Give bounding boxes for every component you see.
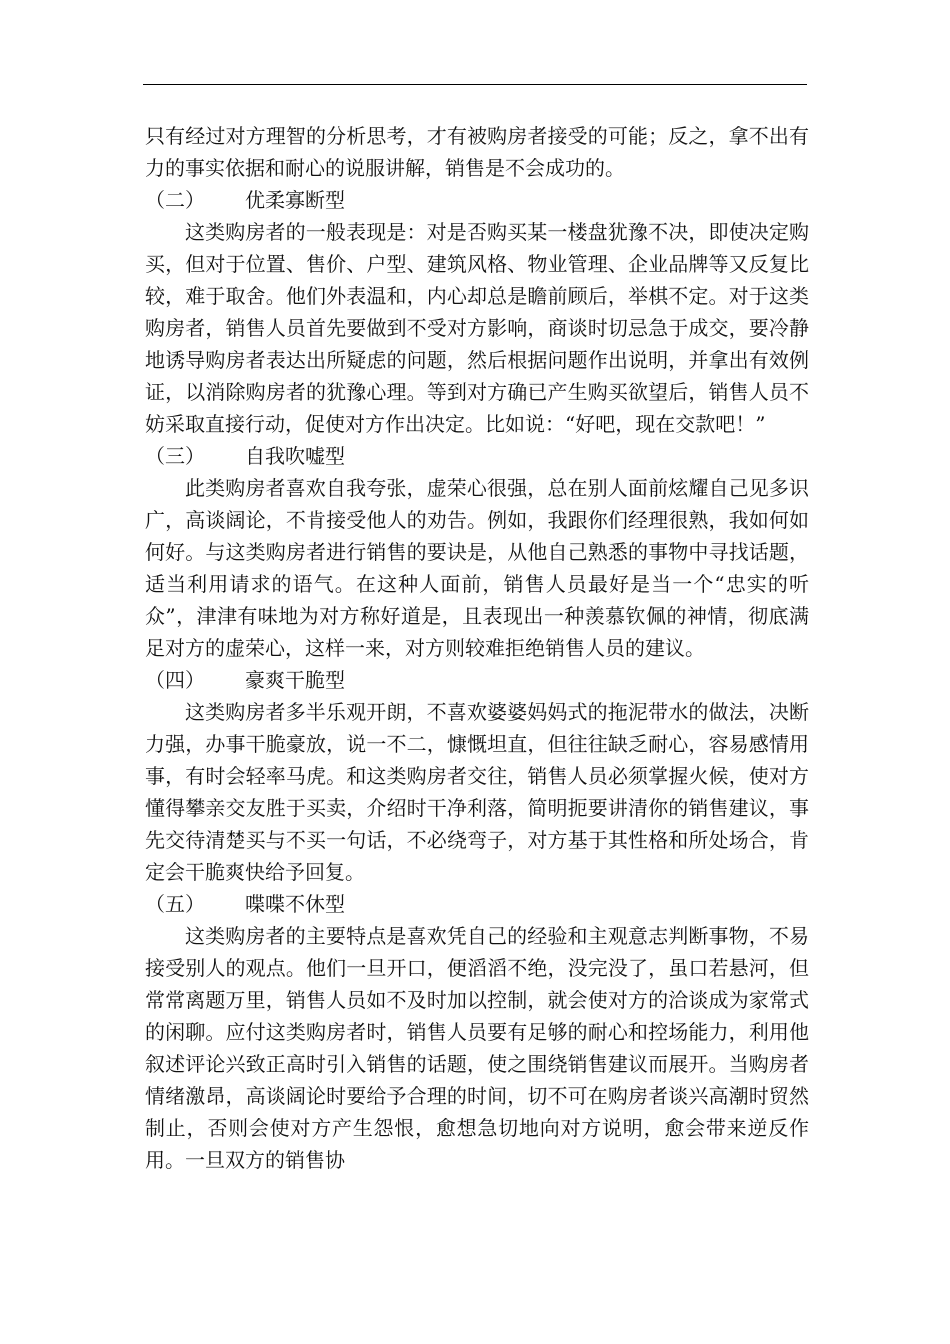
section-number: （四） bbox=[145, 668, 205, 692]
section-3 bbox=[145, 440, 809, 664]
section-heading bbox=[145, 184, 809, 216]
section-number: （五） bbox=[145, 892, 205, 916]
section-number: （二） bbox=[145, 188, 205, 212]
section-body: 这类购房者多半乐观开朗，不喜欢婆婆妈妈式的拖泥带水的做法，决断力强，办事干脆豪放，说一不二，慷慨坦直，但往往缺乏耐心，容易感情用事，有时会轻率马虎。和这类购房者交往，销售人员必须掌握火候，使对方懂得攀亲交友胜于买卖，介绍时干净利落，简明扼要讲清你的销售建议，事先交待清楚买与不买一句话，不必绕弯子，对方基于其性格和所处场合，肯定会干脆爽快给予回复。 bbox=[145, 700, 809, 884]
document-body bbox=[145, 120, 809, 1176]
section-title: 自我吹嘘型 bbox=[245, 444, 345, 468]
section-5 bbox=[145, 888, 809, 1176]
section-body: 此类购房者喜欢自我夸张，虚荣心很强，总在别人面前炫耀自己见多识广，高谈阔论，不肯接受他人的劝告。例如，我跟你们经理很熟，我如何如何好。与这类购房者进行销售的要诀是，从他自己熟悉的事物中寻找话题，适当利用请求的语气。在这种人面前，销售人员最好是当一个“忠实的听众”，津津有味地为对方称好道是，且表现出一种羡慕钦佩的神情，彻底满足对方的虚荣心，这样一来，对方则较难拒绝销售人员的建议。 bbox=[145, 476, 809, 660]
section-heading bbox=[145, 440, 809, 472]
section-heading bbox=[145, 664, 809, 696]
section-number: （三） bbox=[145, 444, 205, 468]
section-4 bbox=[145, 664, 809, 888]
section-body: 这类购房者的主要特点是喜欢凭自己的经验和主观意志判断事物，不易接受别人的观点。他们一旦开口，便滔滔不绝，没完没了，虽口若悬河，但常常离题万里，销售人员如不及时加以控制，就会使对方的洽谈成为家常式的闲聊。应付这类购房者时，销售人员要有足够的耐心和控场能力，利用他叙述评论兴致正高时引入销售的话题，使之围绕销售建议而展开。当购房者情绪激昂，高谈阔论时要给予合理的时间，切不可在购房者谈兴高潮时贸然制止，否则会使对方产生怨恨，愈想急切地向对方说明，愈会带来逆反作用。一旦双方的销售协 bbox=[145, 924, 809, 1172]
section-2 bbox=[145, 184, 809, 440]
section-body: 这类购房者的一般表现是：对是否购买某一楼盘犹豫不决，即使决定购买，但对于位置、售价、户型、建筑风格、物业管理、企业品牌等又反复比较，难于取舍。他们外表温和，内心却总是瞻前顾后，举棋不定。对于这类购房者，销售人员首先要做到不受对方影响，商谈时切忌急于成交，要冷静地诱导购房者表达出所疑虑的问题，然后根据问题作出说明，并拿出有效例证，以消除购房者的犹豫心理。等到对方确已产生购买欲望后，销售人员不妨采取直接行动，促使对方作出决定。比如说：“好吧，现在交款吧！” bbox=[145, 220, 809, 436]
section-heading bbox=[145, 888, 809, 920]
section-title: 优柔寡断型 bbox=[245, 188, 345, 212]
section-title: 豪爽干脆型 bbox=[245, 668, 345, 692]
header-rule bbox=[143, 84, 807, 85]
continuation-paragraph: 只有经过对方理智的分析思考，才有被购房者接受的可能；反之，拿不出有力的事实依据和耐心的说服讲解，销售是不会成功的。 bbox=[145, 124, 809, 180]
section-title: 喋喋不休型 bbox=[245, 892, 345, 916]
